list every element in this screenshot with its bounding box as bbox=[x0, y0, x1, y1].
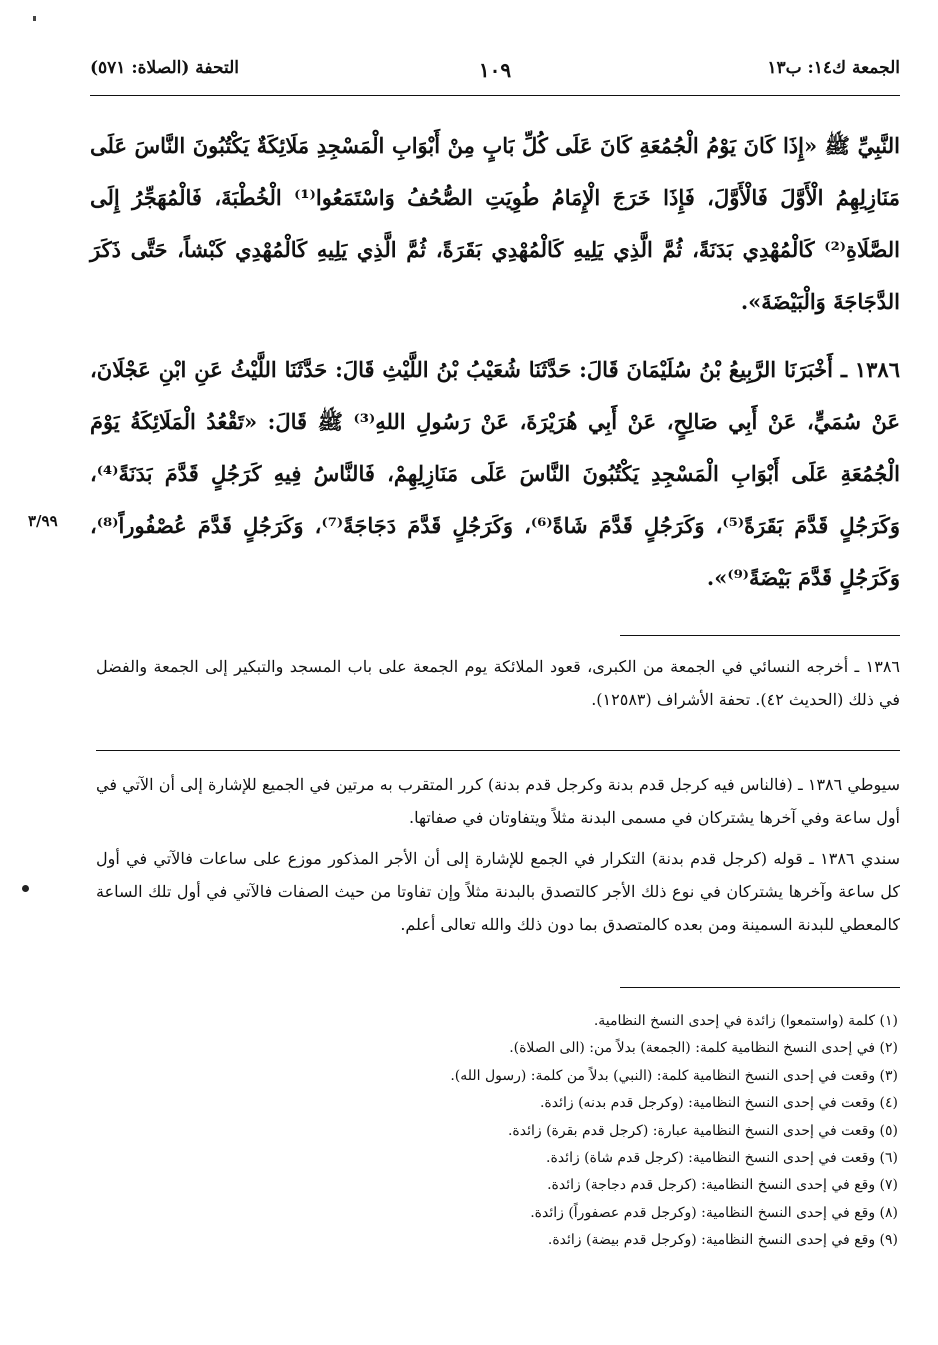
footnote-item: (٤) وقعت في إحدى النسخ النظامية: (وكرجل قدم بدنه) زائدة. bbox=[539, 1095, 898, 1112]
footnote-item: (٢) في إحدى النسخ النظامية كلمة: (الجمعة) بدلاً من: (الى الصلاة). bbox=[509, 1040, 898, 1057]
margin-reference: ٣/٩٩ bbox=[28, 512, 58, 530]
scan-speck bbox=[33, 16, 36, 21]
commentary-rule bbox=[96, 750, 900, 751]
footnotes-list bbox=[198, 1008, 898, 1255]
hadith-text-continuation: النَّبِيِّ ﷺ «إِذَا كَانَ يَوْمُ الْجُمُعَةِ كَانَ عَلَى كُلِّ بَابٍ مِنْ أَبْوَابِ الْمَسْجِدِ مَلَائِكَةٌ يَكْتُبُونَ النَّاسَ عَلَى مَنَازِلِهِمُ الْأَوَّلَ فَالْأَوَّلَ، فَإِذَا خَرَجَ الْإِمَامُ طُوِيَتِ الصُّحُفُ وَاسْتَمَعُوا⁽¹⁾ الْخُطْبَةَ، فَالْمُهَجِّرُ إِلَى الصَّلَاةِ⁽²⁾ كَالْمُهْدِي بَدَنَةً، ثُمَّ الَّذِي يَلِيهِ كَالْمُهْدِي بَقَرَةً، ثُمَّ الَّذِي يَلِيهِ كَالْمُهْدِي كَبْشاً، حَتَّى ذَكَرَ الدَّجَاجَةَ وَالْبَيْضَةَ». bbox=[90, 133, 900, 314]
footnote-item: (٣) وقعت في إحدى النسخ النظامية كلمة: (النبي) بدلاً من كلمة: (رسول الله). bbox=[450, 1067, 898, 1084]
footnote-item: (٦) وقعت في إحدى النسخ النظامية: (كرجل قدم شاة) زائدة. bbox=[546, 1150, 898, 1167]
takhrij-separator bbox=[620, 635, 900, 636]
footnote-item: (٩) وقع في إحدى النسخ النظامية: (وكرجل قدم بيضة) زائدة. bbox=[547, 1232, 898, 1249]
takhrij-note: ١٣٨٦ ـ أخرجه النسائي في الجمعة من الكبرى، قعود الملائكة يوم الجمعة على باب المسجد والتبكير إلى الجمعة والفضل في ذلك (الحديث ٤٢). تحفة الأشراف (١٢٥٨٣). bbox=[96, 657, 900, 709]
header-tuhfa-ref: التحفة (الصلاة: ٥٧١) bbox=[90, 58, 240, 78]
hadith-1386-text: ١٣٨٦ ـ أَخْبَرَنَا الرَّبِيعُ بْنُ سُلَيْمَانَ قَالَ: حَدَّثَنَا شُعَيْبُ بْنُ اللَّيْثِ قَالَ: حَدَّثَنَا اللَّيْثُ عَنِ ابْنِ عَجْلَانَ، عَنْ سُمَيٍّ، عَنْ أَبِي صَالِحٍ، عَنْ أَبِي هُرَيْرَةَ، عَنْ رَسُولِ اللهِ⁽³⁾ ﷺ قَالَ: «تَقْعُدُ الْمَلَائِكَةُ يَوْمَ الْجُمُعَةِ عَلَى أَبْوَابِ الْمَسْجِدِ يَكْتُبُونَ النَّاسَ عَلَى مَنَازِلِهِمْ، فَالنَّاسُ فِيهِ كَرَجُلٍ قَدَّمَ بَدَنَةً⁽⁴⁾، وَكَرَجُلٍ قَدَّمَ بَقَرَةً⁽⁵⁾، وَكَرَجُلٍ قَدَّمَ شَاةً⁽⁶⁾، وَكَرَجُلٍ قَدَّمَ دَجَاجَةً⁽⁷⁾، وَكَرَجُلٍ قَدَّمَ عُصْفُوراً⁽⁸⁾، وَكَرَجُلٍ قَدَّمَ بَيْضَةً⁽⁹⁾». bbox=[90, 357, 900, 590]
margin-dot bbox=[22, 885, 29, 892]
page-header bbox=[90, 50, 900, 86]
footnote-item: (٧) وقع في إحدى النسخ النظامية: (كرجل قدم دجاجة) زائدة. bbox=[547, 1177, 898, 1194]
commentary-section bbox=[96, 768, 900, 949]
footnotes-separator bbox=[620, 987, 900, 988]
suyuti-commentary: سيوطي ١٣٨٦ ـ (فالناس فيه كرجل قدم بدنة وكرجل قدم بدنة) كرر المتقرب به مرتين في الجميع للإشارة إلى أن الآتي في أول ساعة وفي آخرها يشتركان في مسمى البدنة مثلاً ويتفاوتان في صفاتها. bbox=[96, 775, 901, 827]
footnote-item: (٥) وقعت في إحدى النسخ النظامية عبارة: (كرجل قدم بقرة) زائدة. bbox=[507, 1122, 898, 1139]
header-chapter-ref: الجمعة ك١٤: ب١٣ bbox=[767, 58, 900, 78]
header-rule bbox=[90, 95, 900, 96]
page-number: ١٠٩ bbox=[478, 58, 512, 82]
footnote-item: (١) كلمة (واستمعوا) زائدة في إحدى النسخ النظامية. bbox=[593, 1013, 898, 1029]
footnote-item: (٨) وقع في إحدى النسخ النظامية: (وكرجل قدم عصفوراً) زائدة. bbox=[530, 1204, 898, 1221]
sindi-commentary: سندي ١٣٨٦ ـ قوله (كرجل قدم بدنة) التكرار في الجمع للإشارة إلى أن الأجر المذكور موزع على ساعات فالآتي في أول كل ساعة وآخرها يشتركان في نوع ذلك الأجر كالتصدق بالبدنة مثلاً وإن تفاوتا من حيث الصفات فالآتي في أول تلك الساعة كالمعطي للبدنة السمينة ومن بعده كالمتصدق بما دون ذلك والله تعالى أعلم. bbox=[96, 849, 900, 934]
